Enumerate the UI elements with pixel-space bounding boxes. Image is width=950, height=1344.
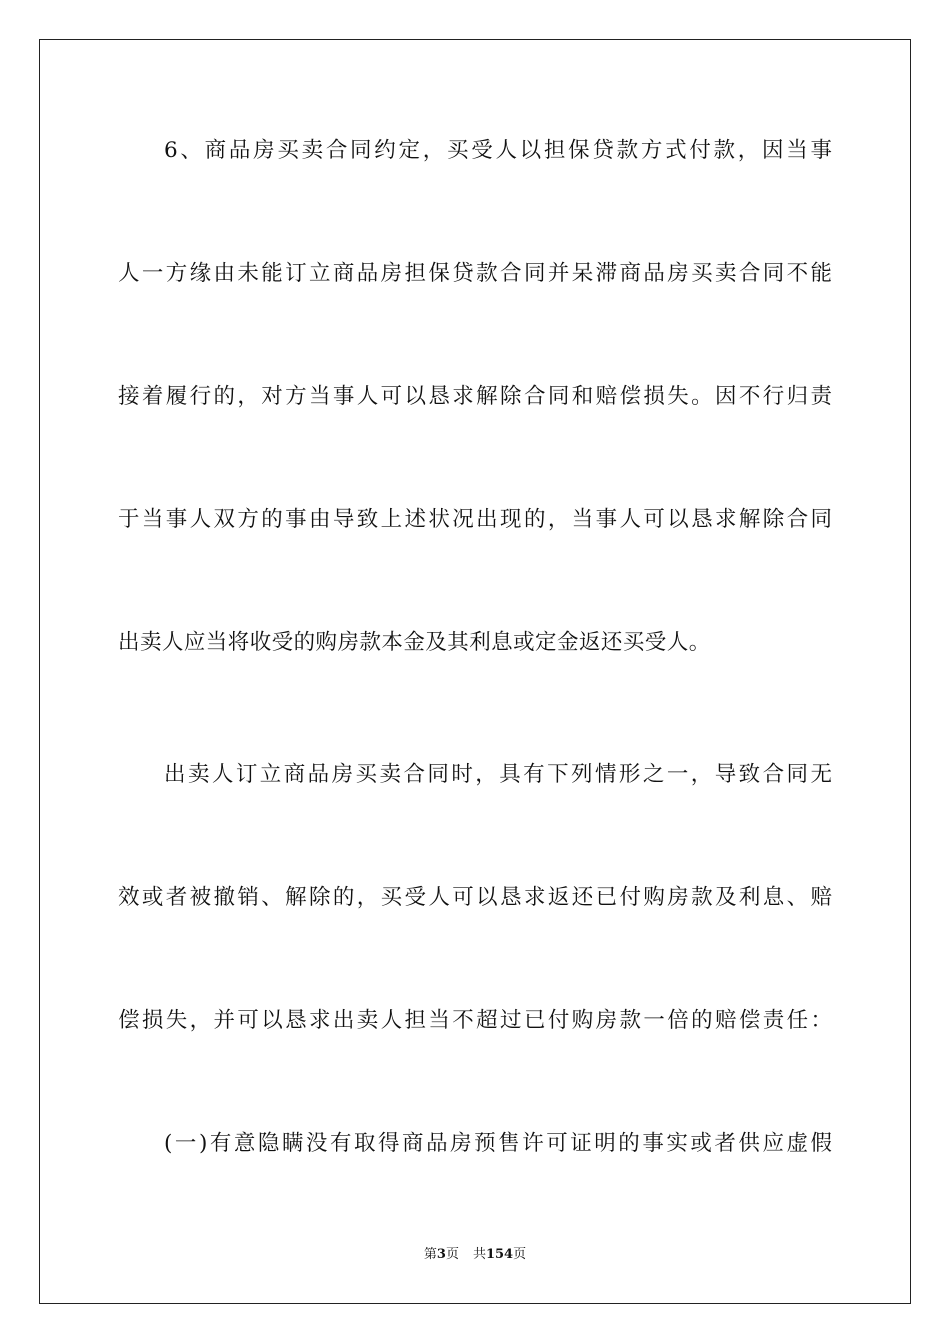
paragraph-line: 人一方缘由未能订立商品房担保贷款合同并呆滞商品房买卖合同不能 [118, 261, 832, 286]
paragraph-line: 于当事人双方的事由导致上述状况出现的，当事人可以恳求解除合同 [118, 507, 832, 532]
page-number: 3 [436, 1247, 446, 1262]
total-prefix: 共 [472, 1247, 486, 1262]
page-prefix: 第 [423, 1247, 437, 1262]
page-footer [0, 1246, 950, 1264]
paragraph-line: (一)有意隐瞒没有取得商品房预售许可证明的事实或者供应虚假 [164, 1131, 832, 1156]
paragraph-line: 效或者被撤销、解除的，买受人可以恳求返还已付购房款及利息、赔 [118, 885, 832, 910]
paragraph-line: 偿损失，并可以恳求出卖人担当不超过已付购房款一倍的赔偿责任： [118, 1008, 832, 1033]
paragraph-line: 接着履行的，对方当事人可以恳求解除合同和赔偿损失。因不行归责 [118, 384, 832, 409]
paragraph-line: 出卖人订立商品房买卖合同时，具有下列情形之一，导致合同无 [164, 762, 832, 787]
paragraph-line: 6、商品房买卖合同约定，买受人以担保贷款方式付款，因当事 [164, 138, 832, 163]
total-suffix: 页 [513, 1247, 527, 1262]
paragraph-line: 出卖人应当将收受的购房款本金及其利息或定金返还买受人。 [118, 630, 711, 655]
page-border [39, 39, 911, 1304]
total-pages: 154 [485, 1247, 514, 1262]
page-suffix: 页 [445, 1247, 459, 1262]
